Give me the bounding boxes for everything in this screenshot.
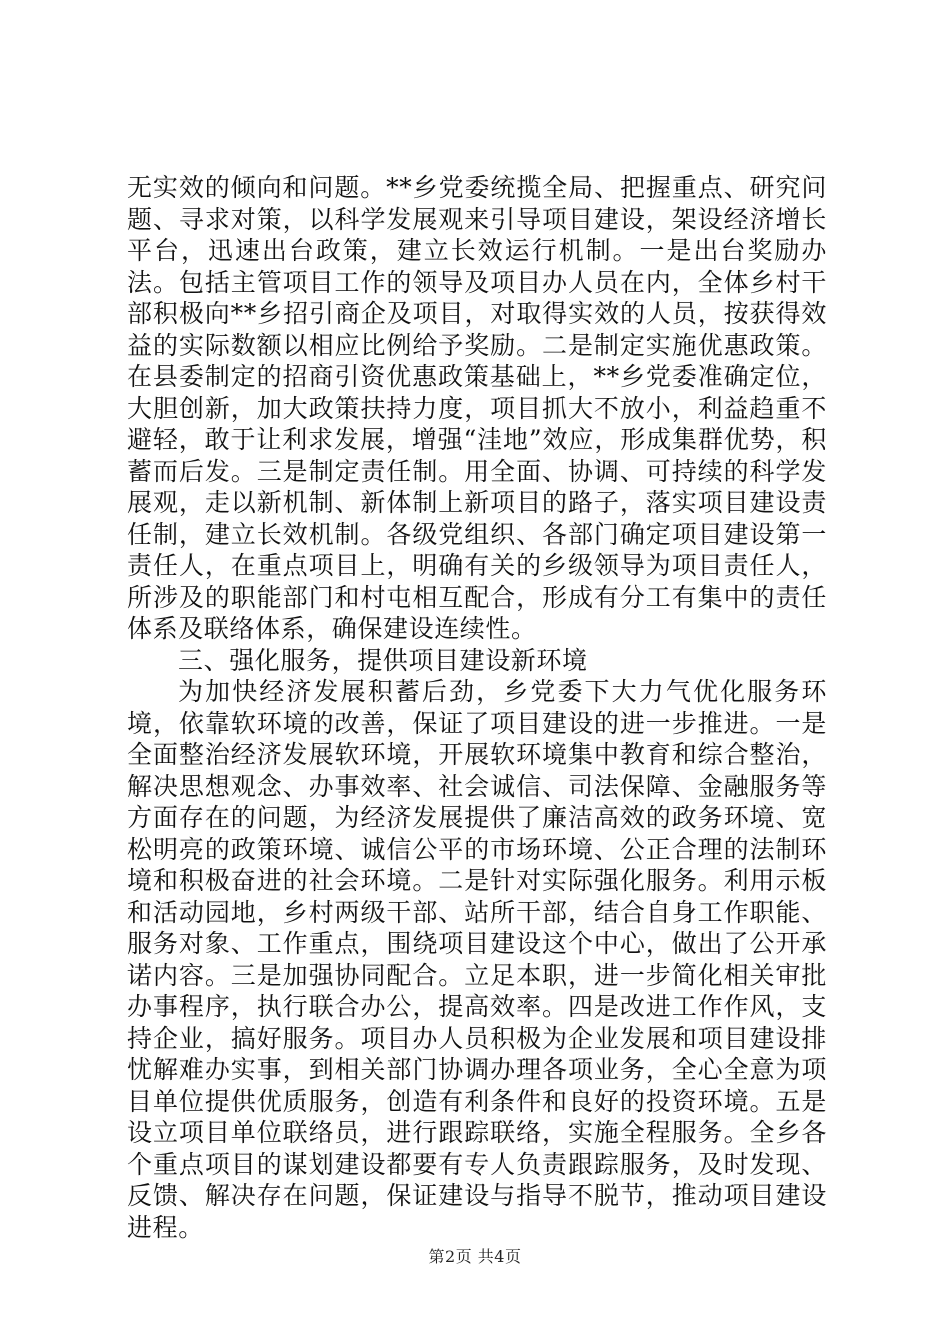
page-footer: 第2页 共4页 — [428, 1247, 522, 1266]
section-heading: 三、强化服务，提供项目建设新环境 — [178, 645, 588, 675]
paragraph-continuation: 无实效的倾向和问题。**乡党委统揽全局、把握重点、研究问题、寻求对策，以科学发展观来引导项目建设，架设经济增长平台，迅速出台政策，建立长效运行机制。一是出台奖励办法。包括主管项目工作的领导及项目办人员在内，全体乡村干部积极向**乡招引商企及项目，对取得实效的人员，按获得效益的实际数额以相应比例给予奖励。二是制定实施优惠政策。在县委制定的招商引资优惠政策基础上，**乡党委准确定位，大胆创新，加大政策扶持力度，项目抓大不放小，利益趋重不避轻，敢于让利求发展，增强“洼地”效应，形成集群优势，积蓄而后发。三是制定责任制。用全面、协调、可持续的科学发展观，走以新机制、新体制上新项目的路子，落实项目建设责任制，建立长效机制。各级党组织、各部门确定项目建设第一责任人，在重点项目上，明确有关的乡级领导为项目责任人，所涉及的职能部门和村屯相互配合，形成有分工有集中的责任体系及联络体系，确保建设连续性。 — [127, 173, 827, 643]
document-body — [127, 172, 827, 1243]
paragraph-section-body: 为加快经济发展积蓄后劲，乡党委下大力气优化服务环境，依靠软环境的改善，保证了项目建设的进一步推进。一是全面整治经济发展软环境，开展软环境集中教育和综合整治，解决思想观念、办事效率、社会诚信、司法保障、金融服务等方面存在的问题，为经济发展提供了廉洁高效的政务环境、宽松明亮的政策环境、诚信公平的市场环境、公正合理的法制环境和积极奋进的社会环境。二是针对实际强化服务。利用示板和活动园地，乡村两级干部、站所干部，结合自身工作职能、服务对象、工作重点，围绕项目建设这个中心，做出了公开承诺内容。三是加强协同配合。立足本职，进一步简化相关审批办事程序，执行联合办公，提高效率。四是改进工作作风，支持企业，搞好服务。项目办人员积极为企业发展和项目建设排忧解难办实事，到相关部门协调办理各项业务，全心全意为项目单位提供优质服务，创造有利条件和良好的投资环境。五是设立项目单位联络员，进行跟踪联络，实施全程服务。全乡各个重点项目的谋划建设都要有专人负责跟踪服务，及时发现、反馈、解决存在问题，保证建设与指导不脱节，推动项目建设进程。 — [127, 677, 827, 1242]
